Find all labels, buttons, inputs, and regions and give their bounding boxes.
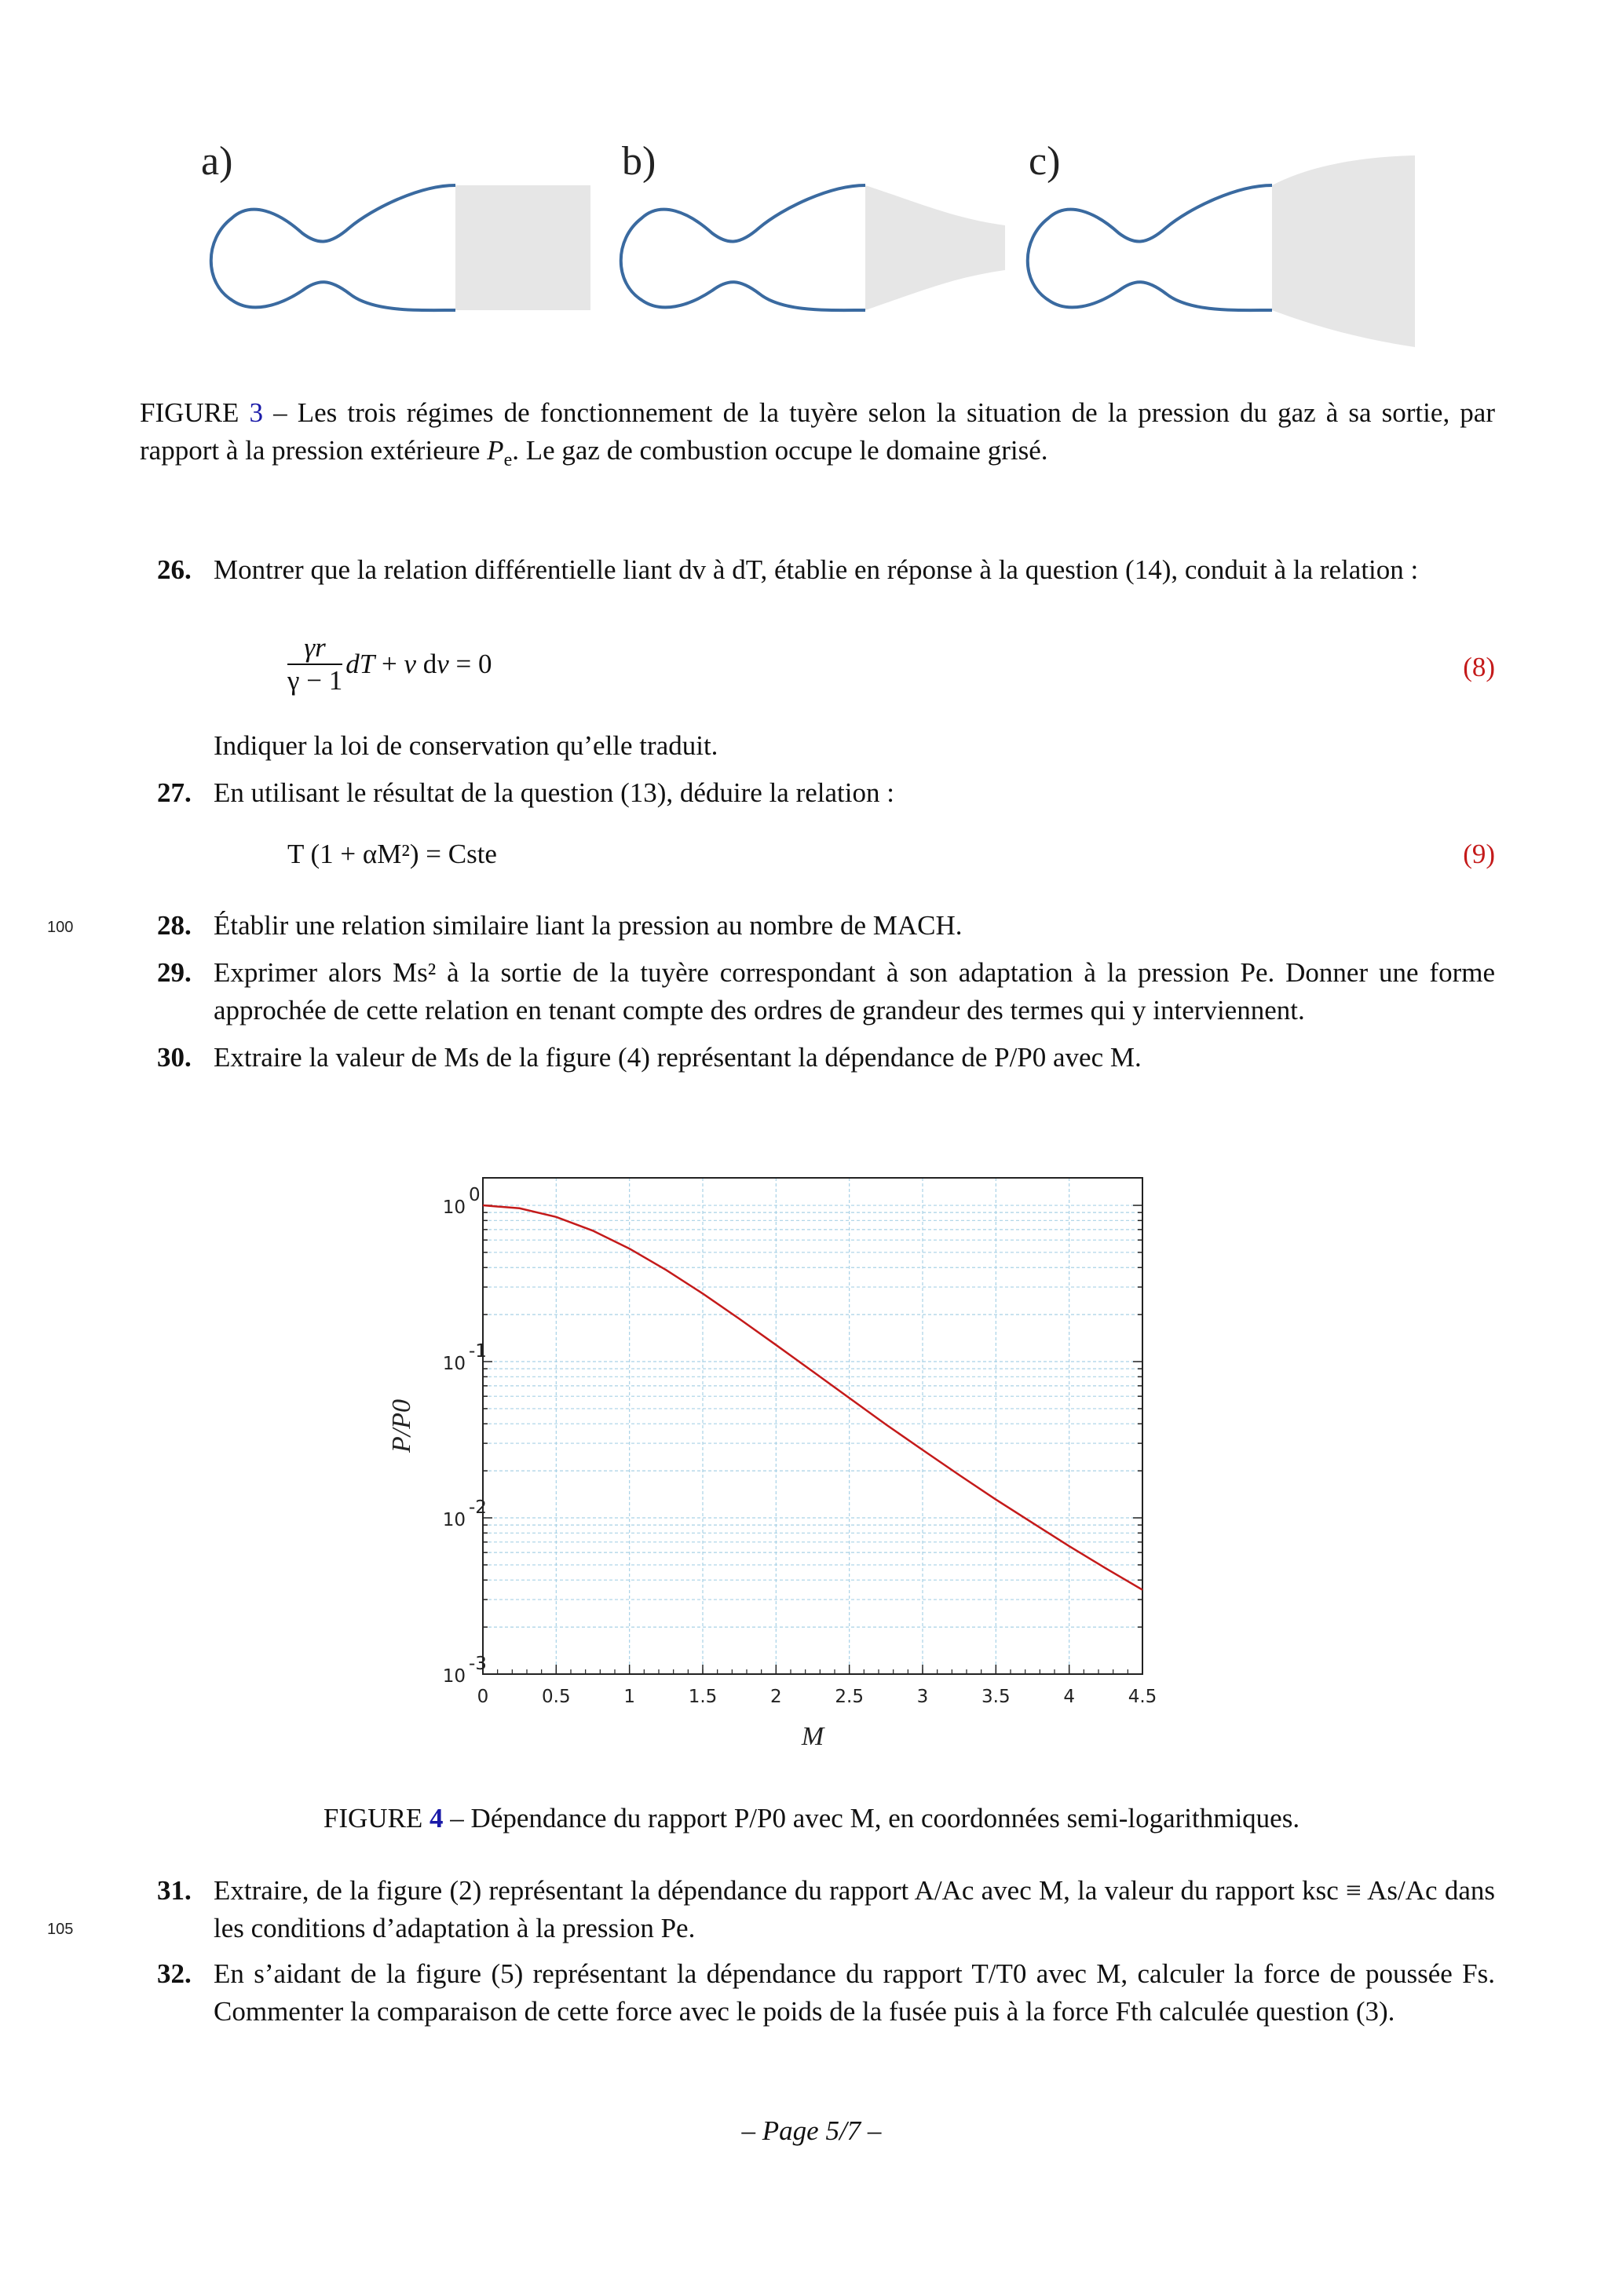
exhaust-gas-c (1272, 155, 1415, 347)
q26-after: Indiquer la loi de conservation qu’elle traduit. (214, 730, 718, 761)
x-tick-label: 1 (623, 1687, 635, 1707)
y-tick-exponent: -3 (469, 1654, 487, 1674)
figure-3 (188, 126, 1445, 361)
x-tick-label: 0 (477, 1687, 489, 1707)
equation-8: $\frac{\gamma r}{\gamma - 1}$ dT + v dv = 0 (287, 632, 492, 696)
q30-number: 30. (157, 1042, 192, 1073)
q27-number: 27. (157, 777, 192, 808)
figure-4-caption: FIGURE 4 – Dépendance du rapport P/P0 avec M, en coordonnées semi-logarithmiques. (323, 1803, 1300, 1834)
equation-8-label: (8) (1463, 652, 1495, 682)
figure-3-caption: FIGURE 3 – Les trois régimes de fonctionnement de la tuyère selon la situation de la pression du gaz à sa sortie, par rapport à la pression extérieure $P_e$. Le gaz de combustion occupe le domaine grisé. (140, 397, 1495, 470)
q29-number: 29. (157, 957, 192, 988)
y-tick-label: 10 (442, 1510, 466, 1531)
y-tick-exponent: -2 (469, 1497, 487, 1519)
panel-label-c: c) (1029, 139, 1061, 184)
line-number-100: 100 (47, 919, 74, 936)
exhaust-gas-a (455, 185, 590, 310)
q31-number: 31. (157, 1875, 192, 1906)
y-tick-label: 10 (442, 1197, 466, 1219)
q31-text: Extraire, de la figure (2) représentant la dépendance du rapport A/Ac avec M, la valeur du rapport ksc ≡ As/Ac dans les conditions d’adaptation à la pression Pe. (214, 1875, 1495, 1943)
figure-4-chart (361, 1162, 1193, 1767)
q26-number: 26. (157, 554, 192, 585)
line-number-105: 105 (47, 1921, 74, 1938)
q29-text: Exprimer alors Ms² à la sortie de la tuyère correspondant à son adaptation à la pression Pe. Donner une forme approchée de cette relation en tenant compte des ordres de grandeur des termes qui y interviennent. (214, 957, 1495, 1026)
q26-text: Montrer que la relation différentielle liant dv à dT, établie en réponse à la question (14), conduit à la relation : (214, 554, 1419, 585)
exhaust-gas-b (865, 185, 1005, 310)
q32-text: En s’aidant de la figure (5) représentant la dépendance du rapport T/T0 avec M, calculer la force de poussée Fs. Commenter la comparaison de cette force avec le poids de la fusée puis à la force Fth calculée question (3). (214, 1958, 1495, 2027)
page-footer: – Page 5/7 – (741, 2115, 882, 2146)
equation-9: T (1 + αM²) = Cste (287, 839, 497, 869)
x-tick-label: 2 (770, 1687, 782, 1707)
x-tick-label: 1.5 (688, 1687, 718, 1707)
x-tick-label: 2.5 (835, 1687, 864, 1707)
x-tick-label: 0.5 (542, 1687, 571, 1707)
chart-svg (361, 1162, 1193, 1767)
y-tick-label: 10 (442, 1666, 466, 1687)
x-axis-label: M (801, 1722, 824, 1751)
panel-label-a: a) (201, 139, 233, 184)
q27-text: En utilisant le résultat de la question (13), déduire la relation : (214, 777, 894, 808)
y-tick-exponent: -1 (469, 1341, 487, 1362)
q32-number: 32. (157, 1958, 192, 1989)
q28-number: 28. (157, 910, 192, 941)
x-tick-label: 3.5 (981, 1687, 1011, 1707)
y-tick-label: 10 (442, 1354, 466, 1375)
x-tick-label: 4 (1063, 1687, 1075, 1707)
nozzle-outline-a (211, 185, 455, 310)
y-tick-exponent: 0 (469, 1185, 481, 1206)
x-tick-label: 4.5 (1128, 1687, 1157, 1707)
nozzle-diagrams (188, 126, 1445, 361)
panel-label-b: b) (622, 139, 656, 184)
x-tick-label: 3 (916, 1687, 929, 1707)
q30-text: Extraire la valeur de Ms de la figure (4) représentant la dépendance de P/P0 avec M. (214, 1042, 1142, 1073)
y-axis-label: P/P0 (387, 1399, 416, 1453)
nozzle-outline-b (621, 185, 865, 310)
equation-9-label: (9) (1463, 839, 1495, 869)
nozzle-outline-c (1028, 185, 1272, 310)
q28-text: Établir une relation similaire liant la pression au nombre de MACH. (214, 910, 963, 941)
